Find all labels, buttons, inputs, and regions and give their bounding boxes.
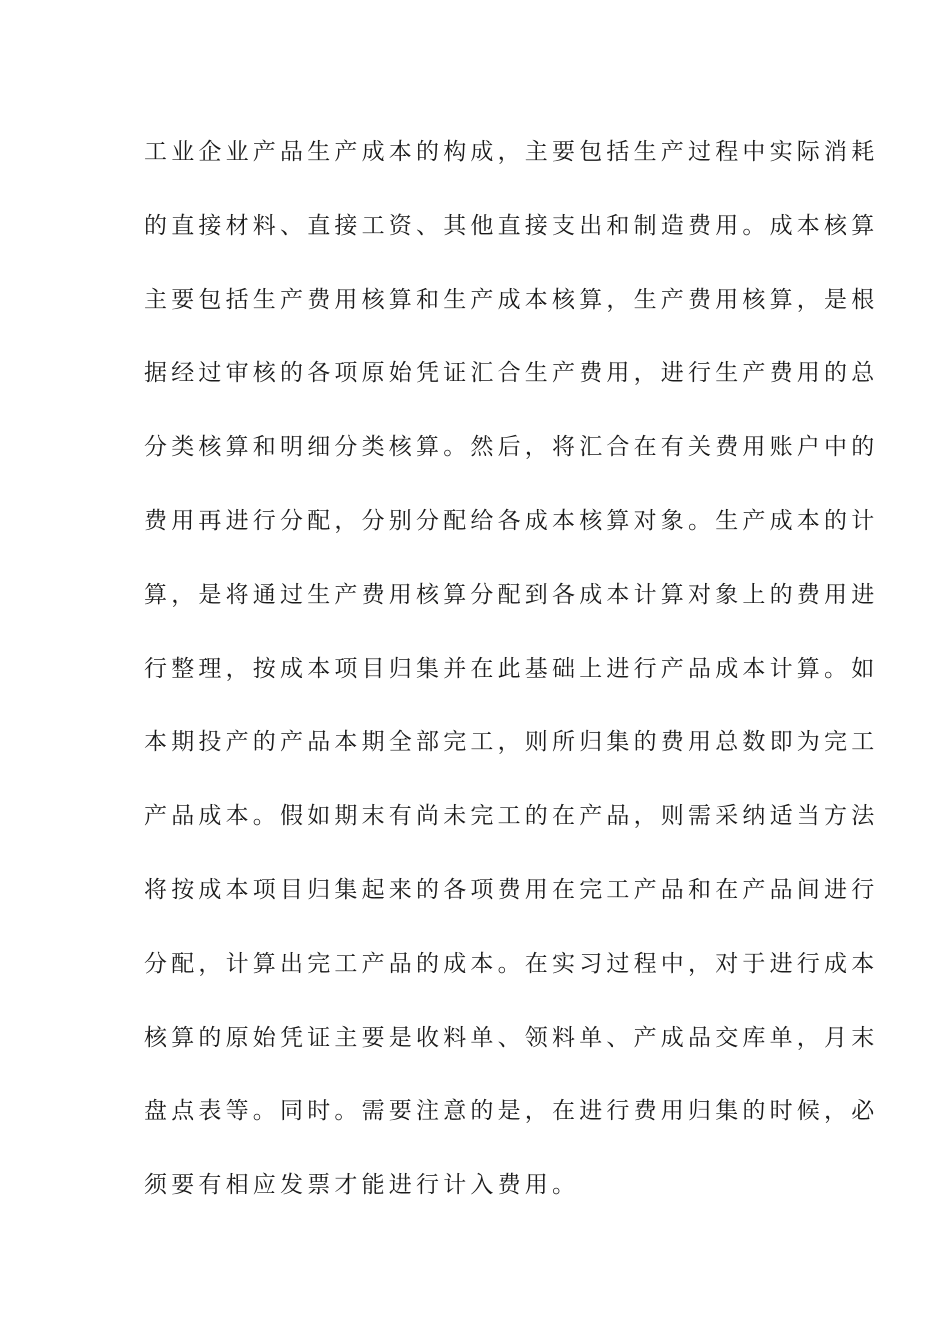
text-line: 主要包括生产费用核算和生产成本核算，生产费用核算，是根 bbox=[144, 286, 879, 313]
text-line: 工业企业产品生产成本的构成，主要包括生产过程中实际消耗 bbox=[144, 139, 879, 165]
body-paragraph bbox=[144, 130, 879, 1237]
text-line: 分类核算和明细分类核算。然后，将汇合在有关费用账户中的 bbox=[144, 434, 879, 461]
text-line: 据经过审核的各项原始凭证汇合生产费用，进行生产费用的总 bbox=[144, 360, 879, 387]
text-line: 的直接材料、直接工资、其他直接支出和制造费用。成本核算 bbox=[144, 212, 879, 239]
text-line: 行整理，按成本项目归集并在此基础上进行产品成本计算。如 bbox=[144, 655, 879, 682]
text-line: 产品成本。假如期末有尚未完工的在产品，则需采纳适当方法 bbox=[144, 803, 879, 830]
text-line: 须要有相应发票才能进行计入费用。 bbox=[144, 1172, 580, 1199]
text-line: 核算的原始凭证主要是收料单、领料单、产成品交库单，月末 bbox=[144, 1024, 879, 1051]
text-line: 本期投产的产品本期全部完工，则所归集的费用总数即为完工 bbox=[144, 729, 879, 756]
text-line: 盘点表等。同时。需要注意的是，在进行费用归集的时候，必 bbox=[144, 1098, 879, 1125]
text-line: 费用再进行分配，分别分配给各成本核算对象。生产成本的计 bbox=[144, 507, 879, 534]
text-line: 将按成本项目归集起来的各项费用在完工产品和在产品间进行 bbox=[144, 876, 879, 903]
text-line: 算，是将通过生产费用核算分配到各成本计算对象上的费用进 bbox=[144, 581, 879, 608]
text-line: 分配，计算出完工产品的成本。在实习过程中，对于进行成本 bbox=[144, 950, 879, 977]
